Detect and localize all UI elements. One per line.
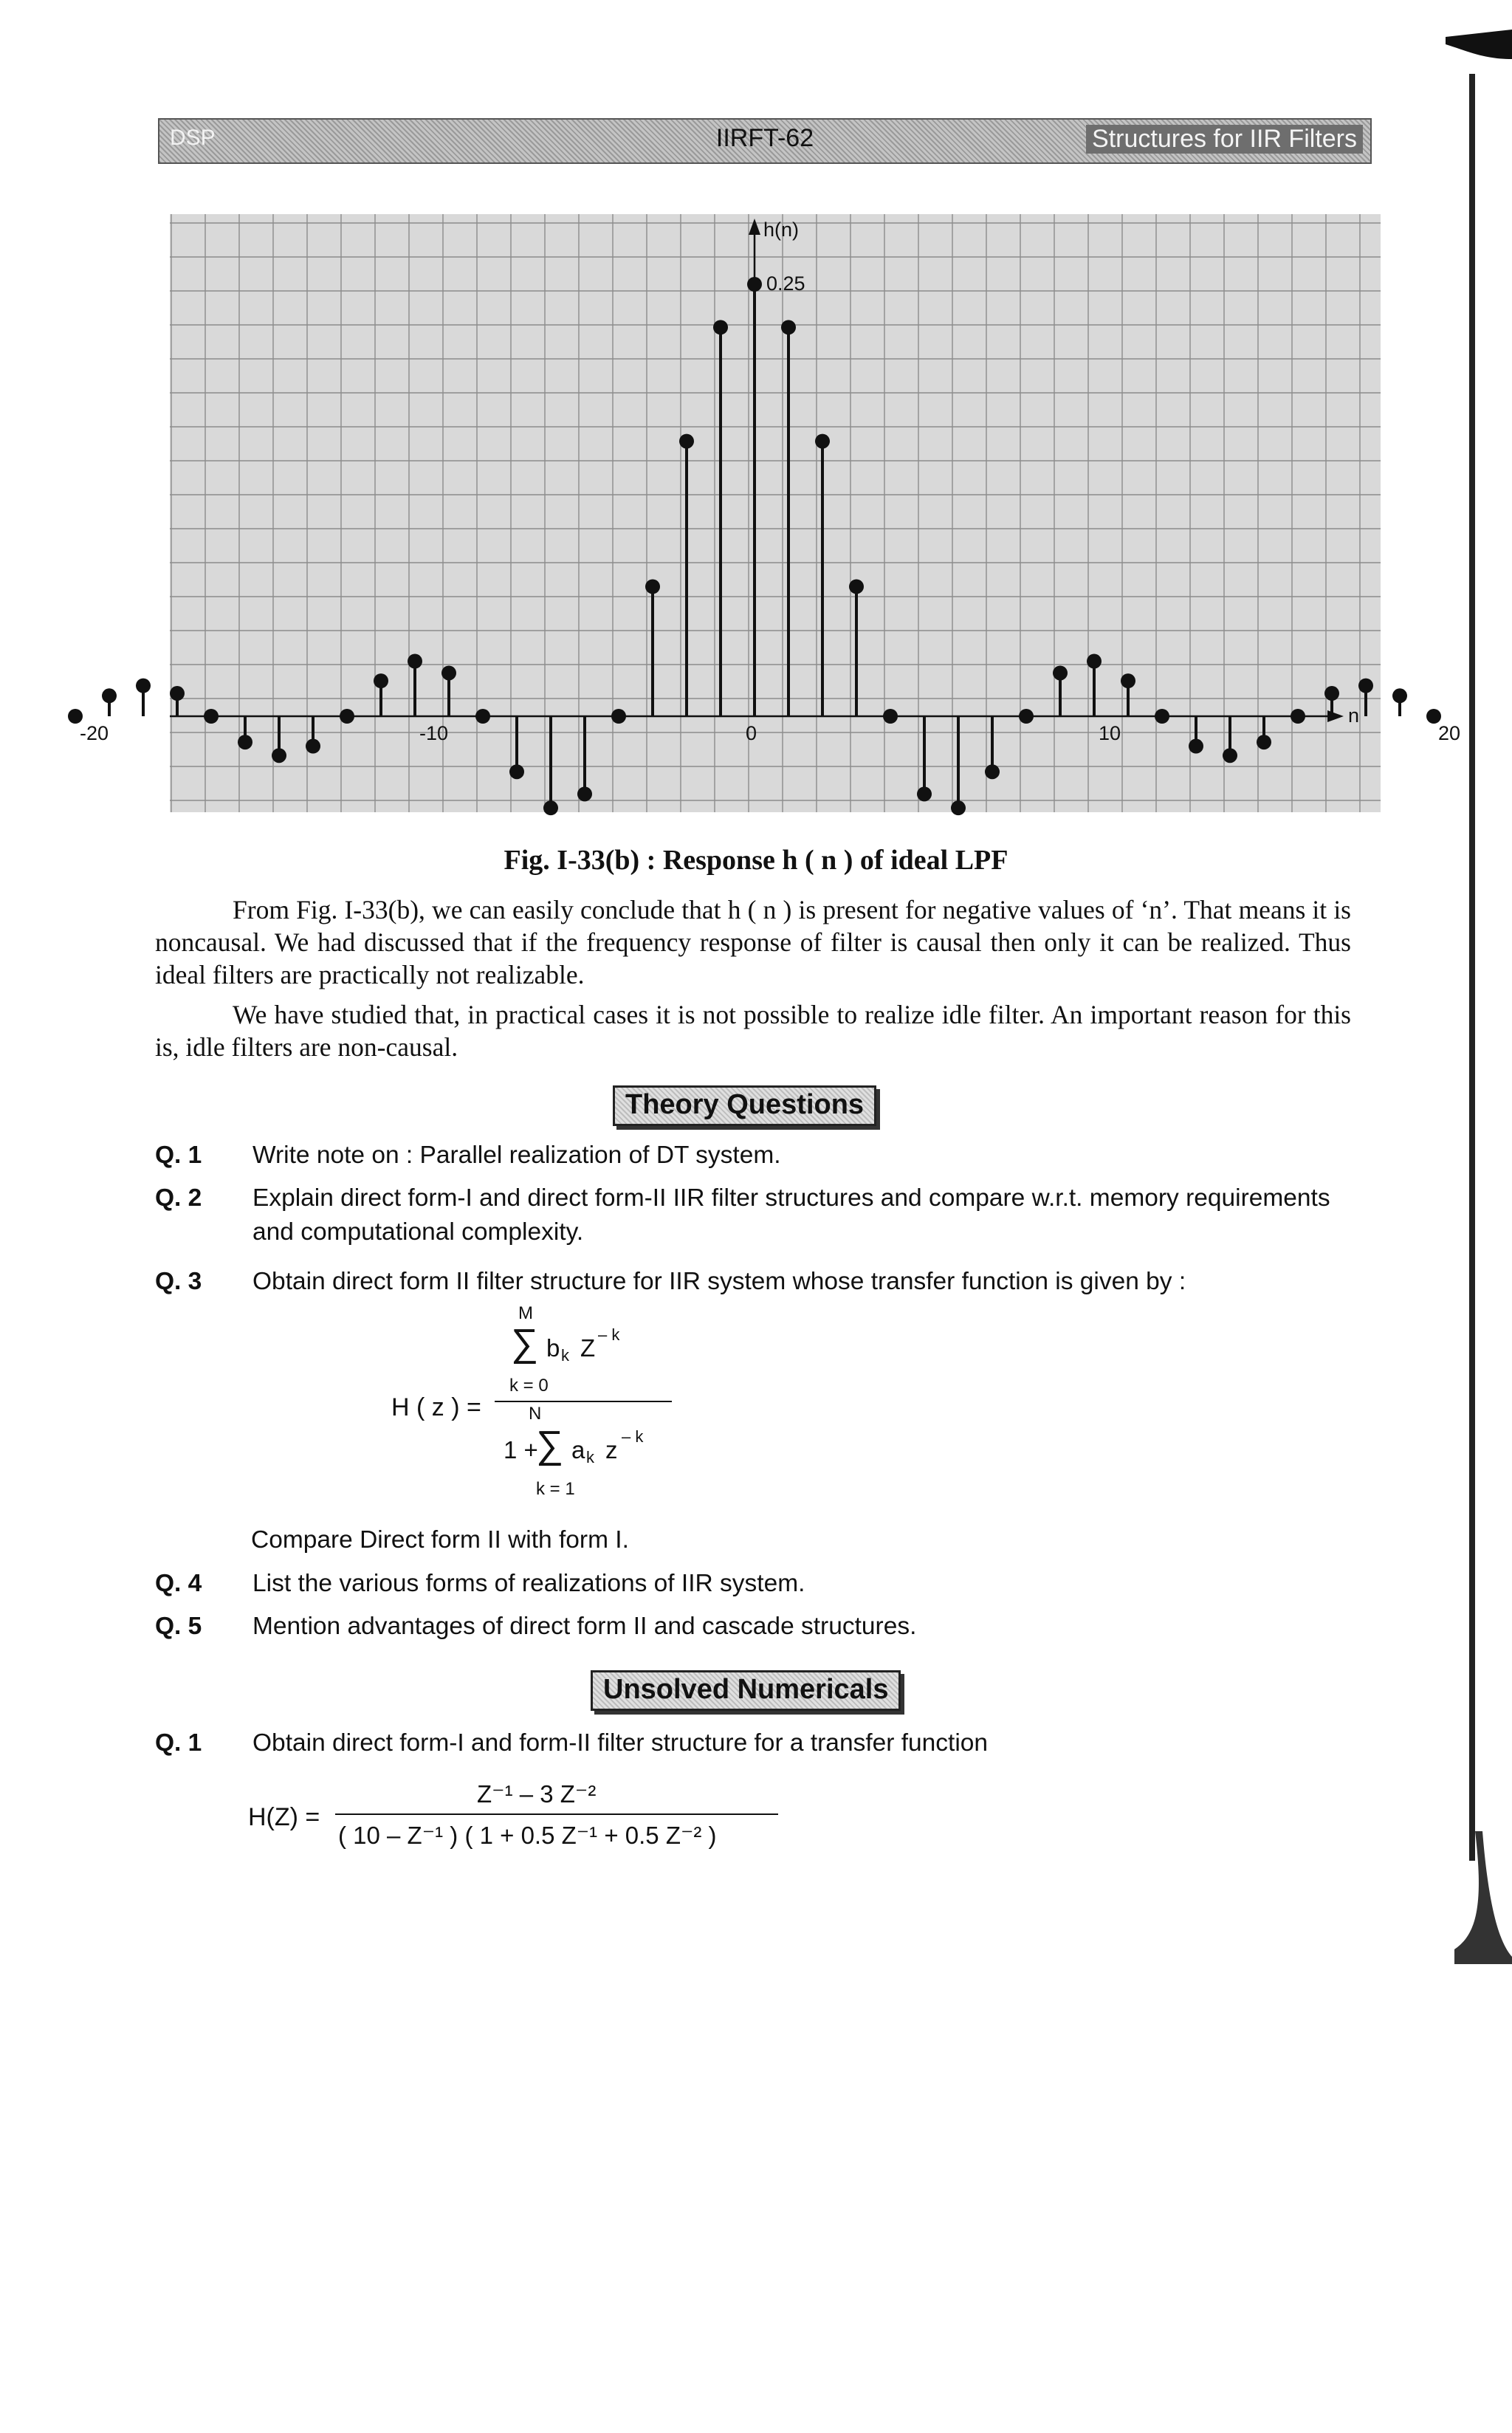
stem-marker [1257,735,1271,749]
stem-marker [1358,679,1373,693]
question-number: Q. 4 [155,1570,202,1597]
theory-questions-heading: Theory Questions [613,1085,876,1126]
eq1-num-subscript: k [561,1346,569,1365]
question-text: Obtain direct form-I and form-II filter structure for a transfer function [252,1729,989,1757]
stem-marker [306,739,320,754]
question-number: Q. 1 [155,1142,202,1169]
plot-background [170,214,1381,812]
eq1-num-coefficient: b [546,1334,560,1362]
stem-marker [1223,748,1237,763]
stem-marker [340,709,354,724]
eq1-fraction-bar [495,1401,672,1402]
stem-plot-figure [80,214,1461,820]
stem-marker [475,709,490,724]
x-tick-label: -10 [419,722,449,744]
stem-marker [1426,709,1441,724]
stem-marker [204,709,219,724]
question-text: List the various forms of realizations of IIR system. [252,1570,805,1597]
stem-marker [136,679,151,693]
eq1-num-variable: Z [580,1334,596,1362]
x-axis-label: n [1348,704,1360,727]
stem-marker [1291,709,1305,724]
question-number: Q. 3 [155,1268,202,1295]
eq1-den-coefficient: a [571,1436,585,1463]
eq2-denominator: ( 10 – Z⁻¹ ) ( 1 + 0.5 Z⁻¹ + 0.5 Z⁻² ) [338,1822,717,1849]
stem-marker [781,320,796,334]
running-header [158,118,1372,164]
stem-marker [374,673,388,688]
header-left-text: DSP [170,126,216,150]
question-number: Q. 5 [155,1613,202,1640]
eq1-num-summation: ∑ [511,1322,539,1365]
eq2-fraction-bar [335,1813,778,1815]
eq2-numerator: Z⁻¹ – 3 Z⁻² [477,1780,597,1808]
stem-marker [1019,709,1034,724]
stem-marker [747,277,762,292]
stem-marker [577,786,592,801]
stem-marker [441,665,456,680]
x-tick-label: -20 [80,722,109,744]
stem-marker [509,764,524,779]
stem-marker [611,709,626,724]
header-page-number: IIRFT-62 [715,124,814,152]
stem-marker [408,654,422,669]
peak-value-label: 0.25 [766,272,805,295]
stem-marker [679,434,694,449]
stem-marker [102,688,117,703]
stem-marker [1053,665,1068,680]
question-text: Mention advantages of direct form II and cascade structures. [252,1613,917,1640]
paragraph-1 [155,893,1351,991]
eq1-den-lower-limit: k = 1 [536,1479,575,1499]
eq1-num-lower-limit: k = 0 [509,1376,549,1396]
x-tick-label: 10 [1099,722,1121,744]
stem-marker [68,709,83,724]
stem-marker [1155,709,1169,724]
stem-marker [1324,686,1339,701]
unsolved-numericals-heading: Unsolved Numericals [591,1670,901,1711]
eq1-den-variable: z [605,1436,618,1463]
figure-caption: Fig. I-33(b) : Response h ( n ) of ideal LPF [504,845,1008,876]
stem-marker [815,434,830,449]
eq1-den-exponent: – k [622,1427,644,1446]
transfer-function-equation-1 [391,1303,701,1510]
stem-marker [170,686,185,701]
eq1-num-upper-limit: M [518,1303,533,1323]
stem-marker [883,709,898,724]
eq1-num-exponent: – k [598,1325,620,1344]
eq1-den-summation: ∑ [536,1424,564,1466]
impulse-response-plot [80,214,1461,820]
y-axis-label: h(n) [763,219,800,241]
question-number: Q. 2 [155,1184,202,1212]
paragraph-2 [155,998,1351,1063]
question-number: Q. 1 [155,1729,202,1757]
paragraph-1-text: From Fig. I-33(b), we can easily conclude that h ( n ) is present for negative values of ‘n’. That means it is noncausal. We had discussed that if the frequency response of filter is causal then only it can be realized. Thus ideal filters are practically not realizable. [155,895,1351,989]
stem-marker [272,748,286,763]
stem-marker [985,764,1000,779]
stem-marker [917,786,932,801]
stem-marker [645,579,660,594]
stem-marker [1189,739,1203,754]
eq2-lhs: H(Z) = [248,1803,320,1831]
eq1-den-upper-limit: N [529,1404,542,1424]
stem-marker [713,320,728,334]
x-tick-label: 20 [1438,722,1461,744]
question-text: Obtain direct form II filter structure for IIR system whose transfer function is given by : [252,1268,1186,1295]
header-chapter-title: Structures for IIR Filters [1086,125,1363,154]
question-text: Compare Direct form II with form I. [251,1526,629,1554]
paragraph-2-text: We have studied that, in practical cases it is not possible to realize idle filter. An important reason for this is, idle filters are non-causal. [155,1000,1351,1062]
stem-marker [543,800,558,815]
eq1-den-one: 1 + [504,1436,538,1463]
question-text: Explain direct form-I and direct form-II IIR filter structures and compare w.r.t. memory requirements and computational complexity. [252,1184,1330,1246]
book-binding-edge [1440,30,1512,1964]
x-tick-label: 0 [746,722,757,744]
transfer-function-equation-2 [248,1780,780,1868]
eq1-den-subscript: k [586,1448,594,1466]
stem-marker [951,800,966,815]
stem-marker [238,735,252,749]
stem-marker [1392,688,1407,703]
stem-marker [849,579,864,594]
stem-marker [1121,673,1135,688]
stem-marker [1087,654,1102,669]
eq1-lhs: H ( z ) = [391,1393,481,1421]
question-text: Write note on : Parallel realization of DT system. [252,1142,781,1169]
